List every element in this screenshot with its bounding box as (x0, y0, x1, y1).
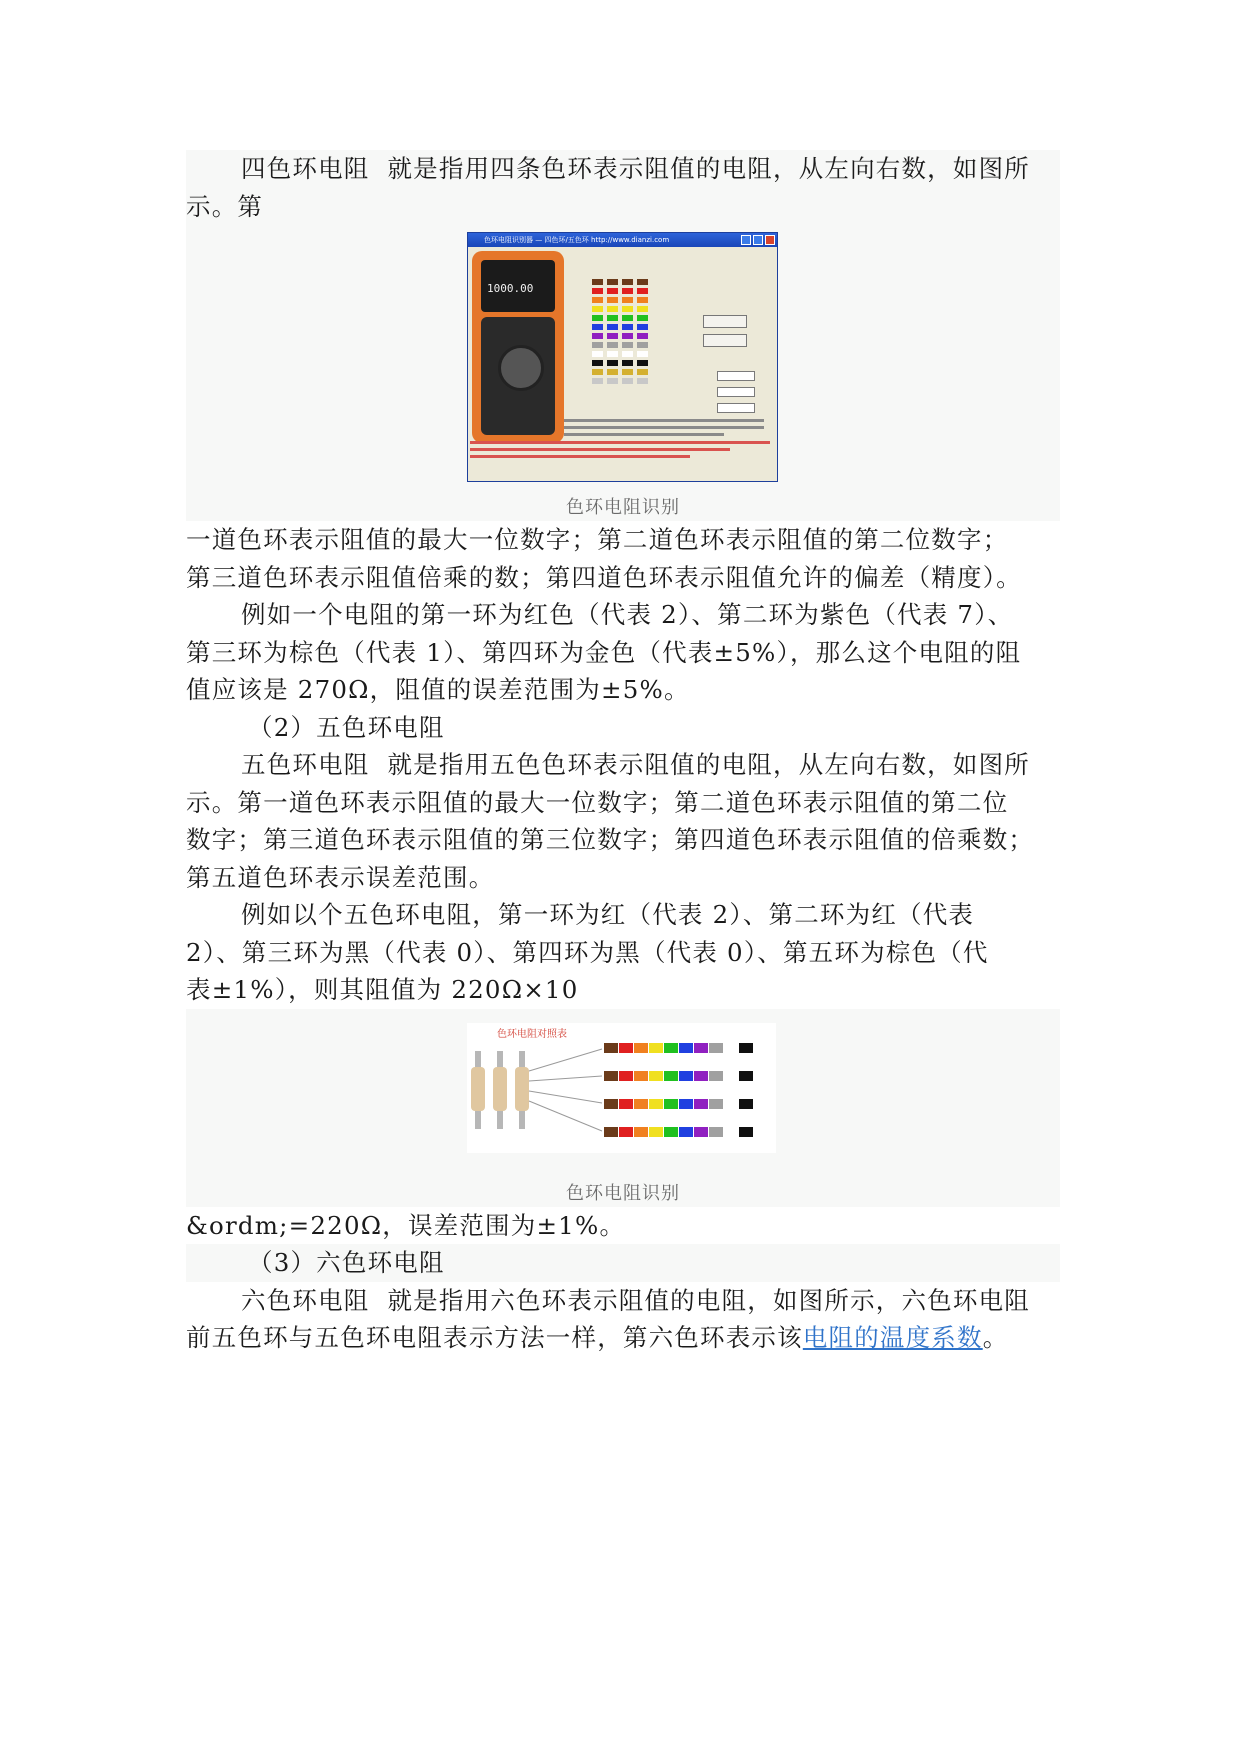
color-swatch (622, 288, 633, 294)
paragraph-text: 就是指用五色色环表示阻值的电阻，从左向右数，如图所 (387, 750, 1030, 779)
paragraph-text: 第五道色环表示误差范围。 (186, 862, 495, 892)
color-swatch (664, 1071, 678, 1081)
section-heading-six-band: （3）六色环电阻 (186, 1244, 1060, 1282)
tool-field (717, 387, 755, 397)
color-swatch (607, 324, 618, 330)
tool-notes (564, 419, 764, 440)
window-controls (741, 235, 775, 245)
color-swatch (607, 360, 618, 366)
color-swatch (664, 1099, 678, 1109)
color-swatch (622, 306, 633, 312)
color-swatch (622, 315, 633, 321)
paragraph-text: 第三环为棕色（代表 1）、第四环为金色（代表±5%），那么这个电阻的阻 (186, 637, 1022, 667)
paragraph-text: 前五色环与五色环电阻表示方法一样，第六色环表示该 (186, 1323, 803, 1352)
paragraph-text: 例如一个电阻的第一环为红色（代表 2）、第二环为紫色（代表 7）、 (241, 600, 1014, 629)
color-strip (604, 1127, 753, 1137)
color-strip (604, 1043, 753, 1053)
color-swatch (637, 324, 648, 330)
band-color-row (592, 324, 648, 330)
color-swatch (709, 1043, 723, 1053)
color-swatch (622, 360, 633, 366)
color-swatch (739, 1043, 753, 1053)
paragraph-six-band (186, 1282, 1060, 1320)
color-swatch (607, 306, 618, 312)
color-swatch (592, 306, 603, 312)
color-swatch (622, 297, 633, 303)
color-swatch (592, 333, 603, 339)
color-swatch (649, 1071, 663, 1081)
color-swatch (607, 333, 618, 339)
color-swatch (679, 1043, 693, 1053)
color-swatch (607, 288, 618, 294)
color-strip (604, 1071, 753, 1081)
color-swatch (634, 1099, 648, 1109)
color-swatch (619, 1071, 633, 1081)
band-color-row (592, 342, 648, 348)
color-swatch (739, 1127, 753, 1137)
color-swatch (679, 1071, 693, 1081)
multimeter-image (472, 251, 564, 443)
color-swatch (604, 1127, 618, 1137)
band-color-row (592, 306, 648, 312)
color-swatch (604, 1071, 618, 1081)
color-swatch (709, 1127, 723, 1137)
color-strip (604, 1099, 753, 1109)
tool-button (703, 334, 747, 347)
color-swatch (649, 1127, 663, 1137)
band-color-row (592, 279, 648, 285)
color-swatch (622, 279, 633, 285)
paragraph-text: 示。第一道色环表示阻值的最大一位数字；第二道色环表示阻值的第二位 (186, 787, 1009, 817)
color-swatch (637, 378, 648, 384)
section-heading-five-band: （2）五色环电阻 (248, 712, 445, 742)
multimeter-reading: 1000.00 (487, 282, 534, 295)
color-swatch (724, 1127, 738, 1137)
paragraph-text: 例如以个五色环电阻，第一环为红（代表 2）、第二环为红（代表 (241, 900, 975, 929)
band-color-row (592, 360, 648, 366)
color-swatch (604, 1099, 618, 1109)
color-swatch (592, 342, 603, 348)
color-swatch (637, 360, 648, 366)
article-body (186, 150, 1060, 1357)
temperature-coefficient-link[interactable]: 电阻的温度系数 (802, 1323, 983, 1352)
screenshot-resistor-tool (467, 232, 778, 482)
paragraph-text: 第三道色环表示阻值倍乘的数；第四道色环表示阻值允许的偏差（精度）。 (186, 562, 1022, 592)
color-swatch (679, 1127, 693, 1137)
color-swatch (607, 351, 618, 357)
color-swatch (664, 1043, 678, 1053)
term-five-band: 五色环电阻 (241, 750, 370, 779)
paragraph-text: &ordm;=220Ω，误差范围为±1%。 (186, 1210, 626, 1240)
color-swatch (592, 297, 603, 303)
paragraph-text: 就是指用六色环表示阻值的电阻，如图所示，六色环电阻 (387, 1285, 1030, 1315)
color-swatch (622, 378, 633, 384)
color-swatch (607, 369, 618, 375)
color-swatch (592, 315, 603, 321)
color-swatch (637, 279, 648, 285)
band-color-row (592, 297, 648, 303)
color-swatch (592, 360, 603, 366)
paragraph-text: 2）、第三环为黑（代表 0）、第四环为黑（代表 0）、第五环为棕色（代 (186, 937, 989, 967)
color-swatch (634, 1127, 648, 1137)
color-swatch (592, 378, 603, 384)
figure-caption: 色环电阻识别 (566, 497, 680, 518)
color-code-chart (467, 1023, 776, 1153)
color-swatch (694, 1099, 708, 1109)
color-swatch (607, 378, 618, 384)
color-swatch (709, 1071, 723, 1081)
color-swatch (622, 333, 633, 339)
figure-caption: 色环电阻识别 (566, 1182, 680, 1204)
color-swatch (637, 333, 648, 339)
paragraph-text: 示。第 (186, 188, 1060, 226)
color-swatch (619, 1127, 633, 1137)
color-swatch (592, 279, 603, 285)
paragraph-text: 数字；第三道色环表示阻值的第三位数字；第四道色环表示阻值的倍乘数； (186, 825, 1035, 854)
paragraph-text: 一道色环表示阻值的最大一位数字；第二道色环表示阻值的第二位数字； (186, 525, 1009, 554)
color-swatch (724, 1071, 738, 1081)
color-swatch (592, 288, 603, 294)
maximize-icon (753, 235, 763, 245)
color-swatch (622, 369, 633, 375)
close-icon (765, 235, 775, 245)
figure-color-chart (186, 1009, 1060, 1207)
color-swatch (694, 1043, 708, 1053)
minimize-icon (741, 235, 751, 245)
band-color-row (592, 351, 648, 357)
color-swatch (637, 351, 648, 357)
color-swatch (664, 1127, 678, 1137)
band-color-table (592, 279, 648, 387)
paragraph-four-band (186, 150, 1060, 188)
color-swatch (634, 1071, 648, 1081)
color-swatch (649, 1099, 663, 1109)
color-swatch (604, 1043, 618, 1053)
color-swatch (637, 288, 648, 294)
paragraph-text: 。 (982, 1323, 1009, 1352)
color-swatch (607, 297, 618, 303)
paragraph-text (186, 1319, 1060, 1357)
color-swatch (637, 342, 648, 348)
term-four-band: 四色环电阻 (241, 154, 370, 183)
color-swatch (607, 342, 618, 348)
window-title: 色环电阻识别器 — 四色环/五色环 http://www.dianzi.com (468, 233, 777, 247)
color-swatch (739, 1099, 753, 1109)
color-swatch (607, 315, 618, 321)
color-swatch (679, 1099, 693, 1109)
color-swatch (619, 1099, 633, 1109)
color-swatch (637, 369, 648, 375)
tool-red-notes (470, 441, 770, 462)
color-swatch (694, 1127, 708, 1137)
color-swatch (592, 351, 603, 357)
dial-icon (498, 345, 544, 391)
color-swatch (637, 297, 648, 303)
chart-title: 色环电阻对照表 (497, 1028, 567, 1040)
color-swatch (592, 324, 603, 330)
figure-color-code-tool (186, 225, 1060, 521)
color-swatch (724, 1099, 738, 1109)
band-color-row (592, 378, 648, 384)
tool-field (717, 403, 755, 413)
band-color-row (592, 369, 648, 375)
band-color-row (592, 288, 648, 294)
color-swatch (637, 306, 648, 312)
tool-field (717, 371, 755, 381)
color-swatch (724, 1043, 738, 1053)
color-swatch (607, 279, 618, 285)
color-swatch (637, 315, 648, 321)
color-swatch (739, 1071, 753, 1081)
paragraph-text: 就是指用四条色环表示阻值的电阻，从左向右数，如图所 (387, 154, 1030, 183)
tool-controls (703, 315, 755, 419)
paragraph-five-band (186, 746, 1060, 784)
color-swatch (619, 1043, 633, 1053)
color-swatch (592, 369, 603, 375)
color-swatch (634, 1043, 648, 1053)
band-color-row (592, 333, 648, 339)
color-swatch (649, 1043, 663, 1053)
paragraph-text: 值应该是 270Ω，阻值的误差范围为±5%。 (186, 675, 690, 704)
term-six-band: 六色环电阻 (241, 1285, 370, 1315)
color-swatch (709, 1099, 723, 1109)
color-swatch (694, 1071, 708, 1081)
paragraph-text: 表±1%），则其阻值为 220Ω×10 (186, 975, 579, 1004)
band-color-row (592, 315, 648, 321)
tool-button (703, 315, 747, 328)
color-swatch (622, 324, 633, 330)
color-swatch (622, 342, 633, 348)
color-swatch (622, 351, 633, 357)
